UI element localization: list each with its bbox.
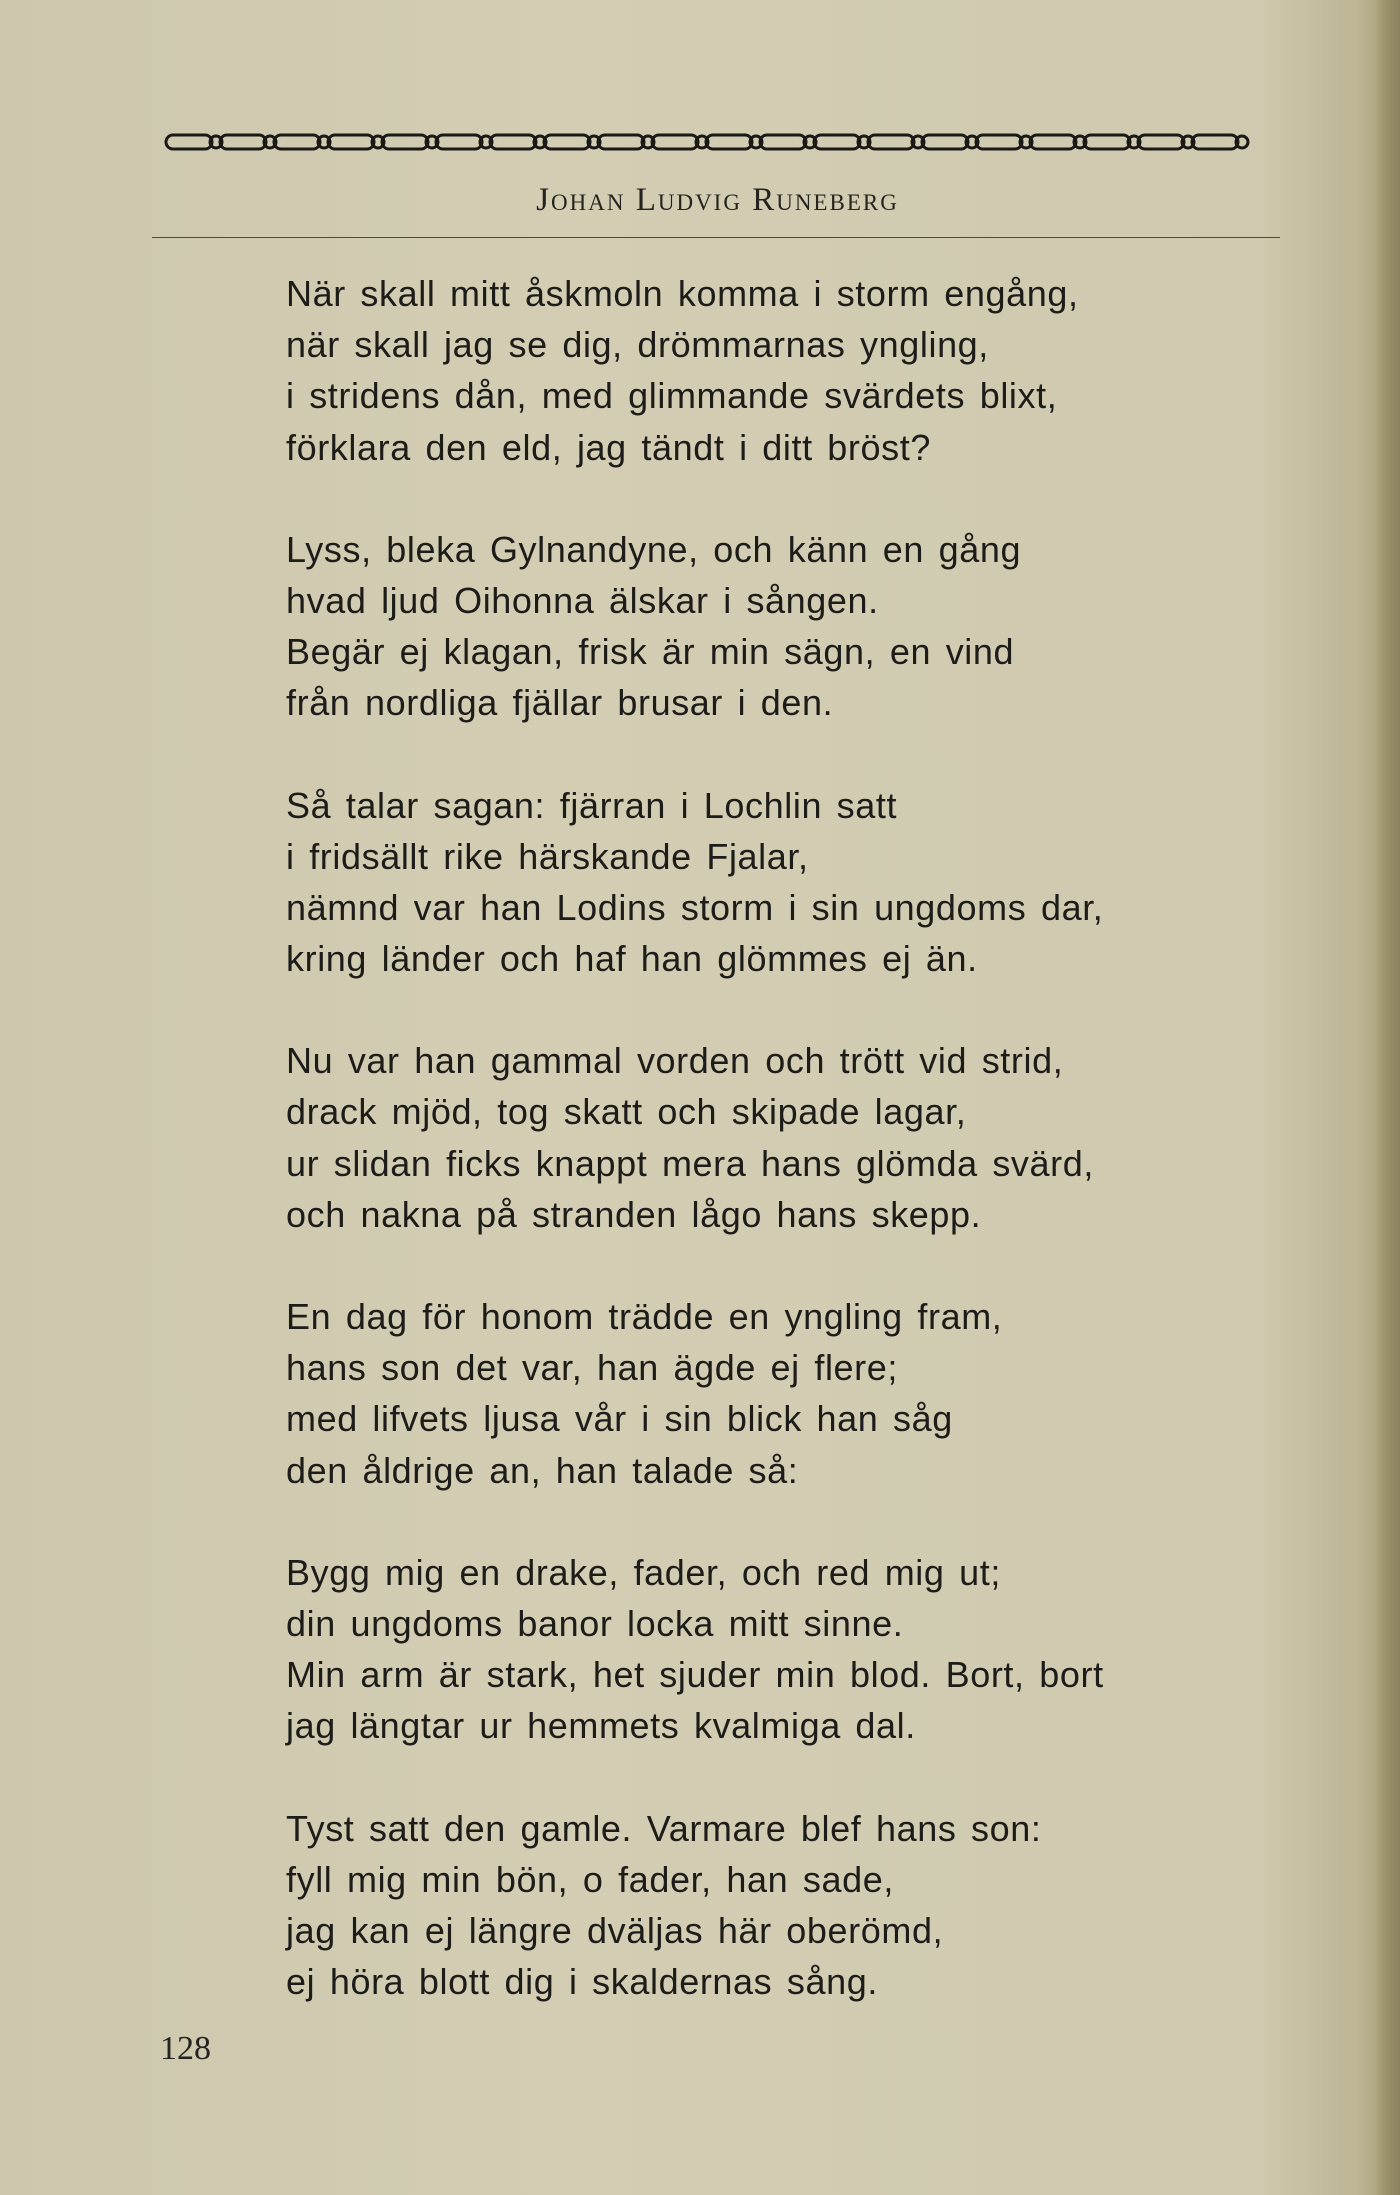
verse-line: drack mjöd, tog skatt och skipade lagar,: [286, 1091, 967, 1133]
verse-line: hans son det var, han ägde ej flere;: [286, 1347, 898, 1389]
verse-line: Nu var han gammal vorden och trött vid strid,: [286, 1040, 1064, 1082]
verse-line: nämnd var han Lodins storm i sin ungdoms dar,: [286, 886, 1104, 928]
verse-line: i stridens dån, med glimmande svärdets blixt,: [286, 375, 1058, 417]
verse-line: förklara den eld, jag tändt i ditt bröst?: [286, 426, 931, 468]
stanza: [286, 268, 1286, 473]
verse-line: Min arm är stark, het sjuder min blod. Bort, bort: [286, 1654, 1104, 1696]
verse-line: Så talar sagan: fjärran i Lochlin satt: [286, 784, 898, 826]
page-number: 128: [160, 2030, 211, 2067]
verse-line: Bygg mig en drake, fader, och red mig ut;: [286, 1551, 1001, 1593]
verse-line: jag kan ej längre dväljas här oberömd,: [286, 1909, 944, 1951]
verse-line: ur slidan ficks knappt mera hans glömda svärd,: [286, 1142, 1094, 1184]
verse-line: när skall jag se dig, drömmarnas yngling,: [286, 324, 989, 366]
verse-line: i fridsällt rike härskande Fjalar,: [286, 835, 809, 877]
running-header-author: Johan Ludvig Runeberg: [536, 182, 899, 218]
header-divider: [152, 237, 1280, 238]
verse-line: din ungdoms banor locka mitt sinne.: [286, 1602, 904, 1644]
verse-line: Lyss, bleka Gylnandyne, och känn en gång: [286, 528, 1022, 570]
verse-line: jag längtar ur hemmets kvalmiga dal.: [286, 1705, 916, 1747]
verse-line: från nordliga fjällar brusar i den.: [286, 682, 834, 724]
poem-body: [286, 268, 1286, 2058]
stanza: [286, 1803, 1286, 2008]
verse-line: fyll mig min bön, o fader, han sade,: [286, 1858, 894, 1900]
stanza: [286, 780, 1286, 985]
verse-line: hvad ljud Oihonna älskar i sången.: [286, 579, 879, 621]
page-edge-shadow: [1374, 0, 1400, 2195]
stanza: [286, 1547, 1286, 1752]
verse-line: ej höra blott dig i skaldernas sång.: [286, 1961, 878, 2003]
verse-line: Tyst satt den gamle. Varmare blef hans son:: [286, 1807, 1042, 1849]
verse-line: den åldrige an, han talade så:: [286, 1449, 799, 1491]
verse-line: kring länder och haf han glömmes ej än.: [286, 938, 978, 980]
decorative-chain-ornament: [160, 128, 1275, 156]
verse-line: En dag för honom trädde en yngling fram,: [286, 1296, 1003, 1337]
verse-line: När skall mitt åskmoln komma i storm engång,: [286, 273, 1079, 314]
verse-line: och nakna på stranden lågo hans skepp.: [286, 1193, 982, 1235]
stanza: [286, 1291, 1286, 1496]
verse-line: med lifvets ljusa vår i sin blick han såg: [286, 1398, 953, 1440]
stanza: [286, 524, 1286, 729]
stanza: [286, 1035, 1286, 1240]
verse-line: Begär ej klagan, frisk är min sägn, en vind: [286, 631, 1015, 673]
